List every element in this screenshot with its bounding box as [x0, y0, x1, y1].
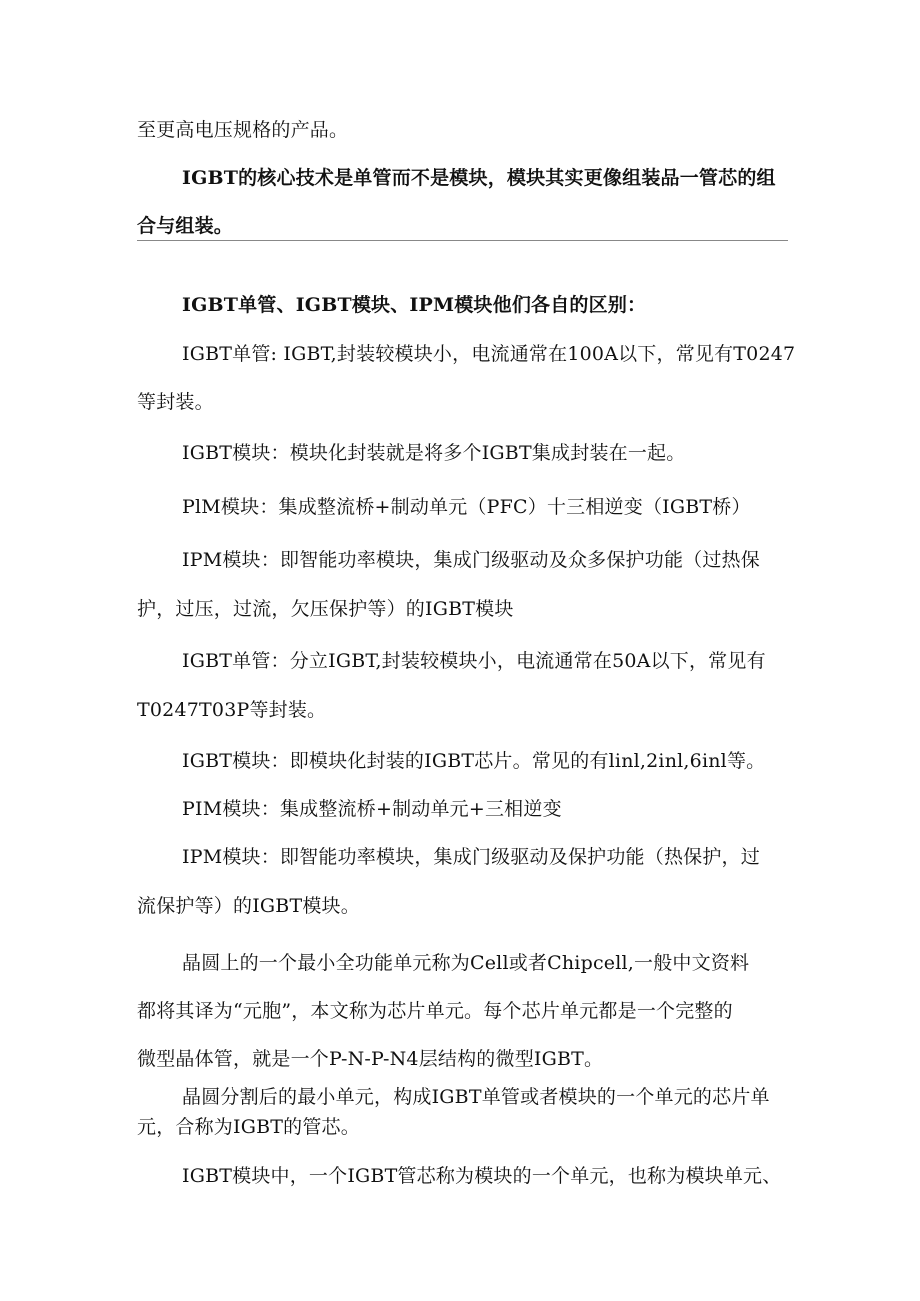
text-line: 等封装。	[137, 391, 214, 413]
text-line: IGBT模块中，一个IGBT管芯称为模块的一个单元，也称为模块单元、	[182, 1165, 782, 1187]
text-line: IPM模块：即智能功率模块，集成门级驱动及众多保护功能（过热保	[182, 549, 760, 571]
text-line: T0247T03P等封装。	[137, 699, 327, 721]
text-line: 晶圆分割后的最小单元，构成IGBT单管或者模块的一个单元的芯片单	[182, 1086, 770, 1108]
text-line: IGBT单管: IGBT,封装较模块小，电流通常在100A以下，常见有T0247	[182, 343, 796, 365]
text-line: 流保护等）的IGBT模块。	[137, 895, 360, 917]
text-line: 都将其译为“元胞”，本文称为芯片单元。每个芯片单元都是一个完整的	[137, 1000, 733, 1022]
bold-text-line: 合与组装。	[137, 215, 234, 237]
text-line: 元，合称为IGBT的管芯。	[137, 1116, 360, 1138]
text-line: IGBT单管：分立IGBT,封装较模块小，电流通常在50A以下，常见有	[182, 650, 766, 672]
horizontal-divider	[137, 240, 788, 241]
text-line: IGBT模块：模块化封装就是将多个IGBT集成封装在一起。	[182, 442, 686, 464]
text-line: 至更高电压规格的产品。	[137, 119, 349, 141]
text-line: IGBT模块：即模块化封装的IGBT芯片。常见的有linl,2inl,6inl等。	[182, 750, 766, 772]
text-line: 晶圆上的一个最小全功能单元称为Cell或者Chipcell,一般中文资料	[182, 952, 750, 974]
text-line: 护，过压，过流，欠压保护等）的IGBT模块	[137, 598, 514, 620]
text-line: IPM模块：即智能功率模块，集成门级驱动及保护功能（热保护，过	[182, 846, 760, 868]
text-line: PIM模块：集成整流桥+制动单元+三相逆变	[182, 798, 562, 820]
text-line: PlM模块：集成整流桥+制动单元（PFC）十三相逆变（IGBT桥）	[182, 496, 751, 518]
bold-text-line: IGBT的核心技术是单管而不是模块，模块其实更像组装品一管芯的组	[182, 167, 776, 189]
section-heading: IGBT单管、IGBT模块、IPM模块他们各自的区别：	[182, 294, 647, 316]
text-line: 微型晶体管，就是一个P-N-P-N4层结构的微型IGBT。	[137, 1048, 604, 1070]
